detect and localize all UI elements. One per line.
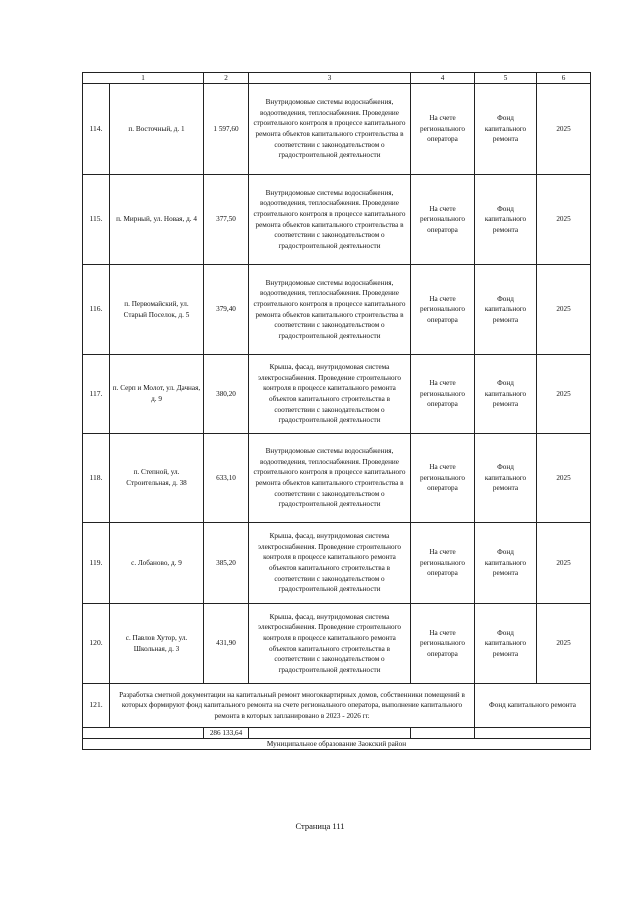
row-number: 118. (83, 434, 110, 523)
column-number-4: 4 (411, 73, 475, 84)
table-row (83, 523, 591, 604)
column-number-5: 5 (475, 73, 537, 84)
repair-plan-table (82, 72, 591, 750)
row-number: 119. (83, 523, 110, 604)
page-number: Страница 111 (295, 821, 345, 831)
work-description-cell: Внутридомовые системы водоснабжения, водоотведения, теплоснабжения. Проведение строительного контроля в процессе капитального ремонта объектов капитального строительства в соответствии с законодательством о градостроительной деятельности (249, 175, 411, 265)
municipality-heading: Муниципальное образование Заокский район (83, 739, 591, 750)
table-row (83, 265, 591, 355)
work-description-cell: Внутридомовые системы водоснабжения, водоотведения, теплоснабжения. Проведение строительного контроля в процессе капитального ремонта объектов капитального строительства в соответствии с законодательством о градостроительной деятельности (249, 434, 411, 523)
address-cell: с. Павлов Хутор, ул. Школьная, д. 3 (110, 604, 204, 684)
year-cell: 2025 (537, 355, 591, 434)
work-description-cell: Внутридомовые системы водоснабжения, водоотведения, теплоснабжения. Проведение строительного контроля в процессе капитального ремонта объектов капитального строительства в соответствии с законодательством о градостроительной деятельности (249, 265, 411, 355)
total-empty-cell (249, 728, 411, 739)
year-cell: 2025 (537, 434, 591, 523)
table-row-121 (83, 684, 591, 728)
funding-source-cell: Фонд капитального ремонта (475, 604, 537, 684)
year-cell: 2025 (537, 84, 591, 175)
account-cell: На счете регионального оператора (411, 84, 475, 175)
funding-source-cell: Фонд капитального ремонта (475, 434, 537, 523)
account-cell: На счете регионального оператора (411, 175, 475, 265)
row-number: 115. (83, 175, 110, 265)
table-row (83, 175, 591, 265)
account-cell: На счете регионального оператора (411, 523, 475, 604)
column-numbers-row (83, 73, 591, 84)
total-row (83, 728, 591, 739)
work-description-cell: Внутридомовые системы водоснабжения, водоотведения, теплоснабжения. Проведение строительного контроля в процессе капитального ремонта объектов капитального строительства в соответствии с законодательством о градостроительной деятельности (249, 84, 411, 175)
year-cell: 2025 (537, 175, 591, 265)
funding-source-cell: Фонд капитального ремонта (475, 175, 537, 265)
funding-source-cell: Фонд капитального ремонта (475, 265, 537, 355)
work-description-cell: Крыша, фасад, внутридомовая система электроснабжения. Проведение строительного контроля в процессе капитального ремонта объектов капитального строительства в соответствии с законодательством о градостроительной деятельности (249, 604, 411, 684)
year-cell: 2025 (537, 523, 591, 604)
address-cell: п. Степной, ул. Строительная, д. 38 (110, 434, 204, 523)
year-cell: 2025 (537, 604, 591, 684)
table-row (83, 84, 591, 175)
account-cell: На счете регионального оператора (411, 355, 475, 434)
estimate-documentation-cell: Разработка сметной документации на капитальный ремонт многоквартирных домов, собственники помещений в которых формируют фонд капитального ремонта на счете регионального оператора, выполнение капитального ремонта в которых запланировано в 2023 - 2026 гг. (110, 684, 475, 728)
column-number-2: 2 (204, 73, 249, 84)
row-number: 114. (83, 84, 110, 175)
work-description-cell: Крыша, фасад, внутридомовая система электроснабжения. Проведение строительного контроля в процессе капитального ремонта объектов капитального строительства в соответствии с законодательством о градостроительной деятельности (249, 523, 411, 604)
total-cost-cell: 286 133,64 (204, 728, 249, 739)
address-cell: п. Серп и Молот, ул. Дачная, д. 9 (110, 355, 204, 434)
year-cell: 2025 (537, 265, 591, 355)
table-row (83, 355, 591, 434)
funding-source-cell: Фонд капитального ремонта (475, 523, 537, 604)
table-row (83, 604, 591, 684)
total-empty-cell (475, 728, 591, 739)
column-number-6: 6 (537, 73, 591, 84)
funding-source-cell: Фонд капитального ремонта (475, 84, 537, 175)
account-cell: На счете регионального оператора (411, 434, 475, 523)
cost-cell: 431,90 (204, 604, 249, 684)
row-number: 116. (83, 265, 110, 355)
address-cell: п. Первомайский, ул. Старый Поселок, д. 5 (110, 265, 204, 355)
address-cell: п. Восточный, д. 1 (110, 84, 204, 175)
column-number-1: 1 (83, 73, 204, 84)
account-cell: На счете регионального оператора (411, 604, 475, 684)
column-number-3: 3 (249, 73, 411, 84)
address-cell: с. Лобаново, д. 9 (110, 523, 204, 604)
document-sheet (82, 72, 590, 750)
cost-cell: 633,10 (204, 434, 249, 523)
cost-cell: 377,50 (204, 175, 249, 265)
total-empty-cell (411, 728, 475, 739)
funding-source-cell: Фонд капитального ремонта (475, 355, 537, 434)
row-number: 120. (83, 604, 110, 684)
work-description-cell: Крыша, фасад, внутридомовая система электроснабжения. Проведение строительного контроля в процессе капитального ремонта объектов капитального строительства в соответствии с законодательством о градостроительной деятельности (249, 355, 411, 434)
cost-cell: 379,40 (204, 265, 249, 355)
table-row (83, 434, 591, 523)
account-cell: На счете регионального оператора (411, 265, 475, 355)
row-number: 121. (83, 684, 110, 728)
cost-cell: 385,20 (204, 523, 249, 604)
funding-source-cell: Фонд капитального ремонта (475, 684, 591, 728)
total-label-cell (83, 728, 204, 739)
cost-cell: 1 597,60 (204, 84, 249, 175)
address-cell: п. Мирный, ул. Новая, д. 4 (110, 175, 204, 265)
municipality-row (83, 739, 591, 750)
row-number: 117. (83, 355, 110, 434)
cost-cell: 380,20 (204, 355, 249, 434)
